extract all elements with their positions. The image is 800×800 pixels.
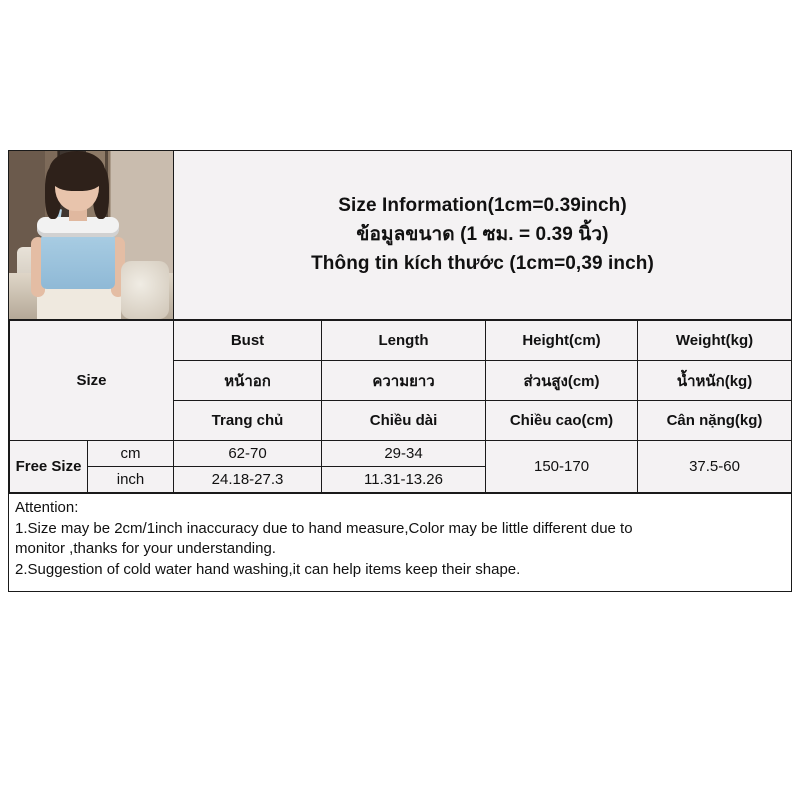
attention-line-3: 2.Suggestion of cold water hand washing,it can help items keep their shape. [15,561,521,579]
bust-inch-value: 24.18-27.3 [174,467,322,493]
header-height-en: Height(cm) [486,321,638,361]
size-chart [8,150,792,592]
header-length-th: ความยาว [322,361,486,401]
title-block [174,151,791,319]
product-photo [9,151,174,319]
attention-line-1: 1.Size may be 2cm/1inch inaccuracy due to hand measure,Color may be little different due to [15,519,633,537]
header-weight-th: น้ำหนัก(kg) [638,361,792,401]
header-weight-vi: Cân nặng(kg) [638,401,792,441]
model-camisole [41,233,115,289]
header-weight-en: Weight(kg) [638,321,792,361]
unit-cm: cm [88,441,174,467]
weight-value: 37.5-60 [638,441,792,493]
length-inch-value: 11.31-13.26 [322,467,486,493]
model-hair [49,151,105,191]
chart-top-band [9,151,791,320]
photo-foreground-object [121,261,169,319]
header-bust-vi: Trang chủ [174,401,322,441]
title-line-th: ข้อมูลขนาด (1 ซม. = 0.39 นิ้ว) [356,224,609,246]
header-height-th: ส่วนสูง(cm) [486,361,638,401]
header-length-vi: Chiều dài [322,401,486,441]
height-value: 150-170 [486,441,638,493]
title-line-vi: Thông tin kích thước (1cm=0,39 inch) [311,252,654,274]
unit-inch: inch [88,467,174,493]
measurements-table [9,320,792,493]
header-height-vi: Chiều cao(cm) [486,401,638,441]
length-cm-value: 29-34 [322,441,486,467]
model-skirt [37,287,121,319]
header-row-en [10,321,792,361]
header-bust-th: หน้าอก [174,361,322,401]
attention-block [9,493,791,591]
size-label: Size [10,321,174,441]
title-line-en: Size Information(1cm=0.39inch) [338,195,627,217]
header-bust-en: Bust [174,321,322,361]
attention-heading: Attention: [15,499,79,516]
table-row-cm [10,441,792,467]
attention-line-2: monitor ,thanks for your understanding. [15,540,276,558]
header-length-en: Length [322,321,486,361]
row-label-free-size: Free Size [10,441,88,493]
bust-cm-value: 62-70 [174,441,322,467]
